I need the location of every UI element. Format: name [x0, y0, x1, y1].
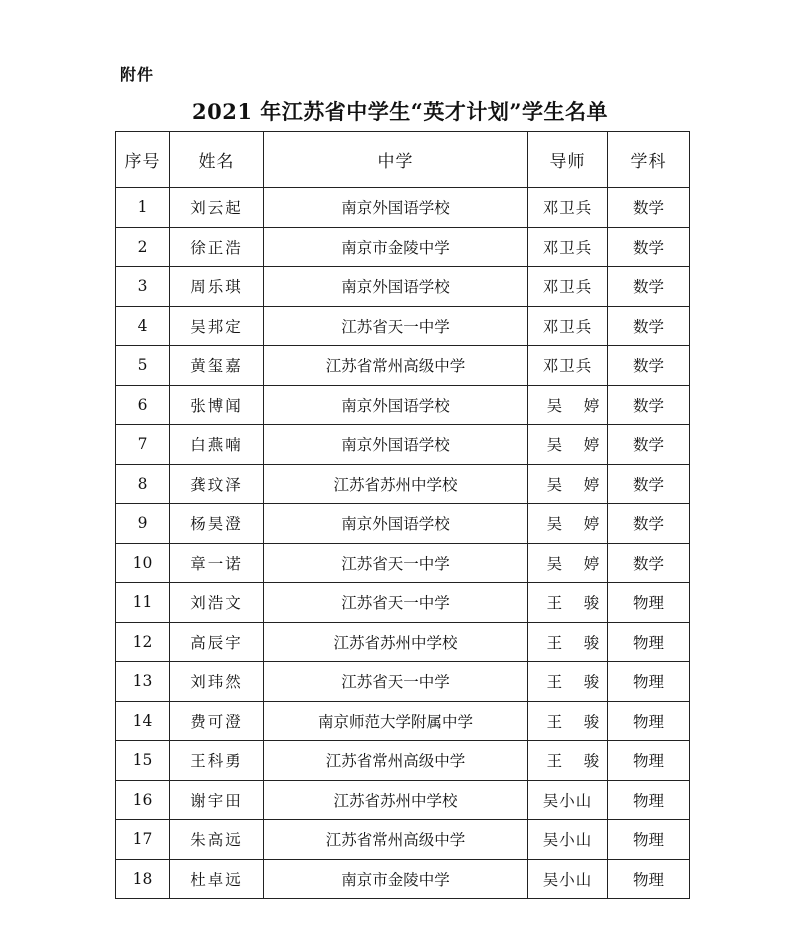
table-row [116, 583, 690, 623]
school-name-cell: 南京外国语学校 [264, 385, 528, 425]
school-name-cell: 江苏省苏州中学校 [264, 464, 528, 504]
subject-cell: 数学 [608, 504, 690, 544]
table-row [116, 741, 690, 781]
subject-cell: 物理 [608, 859, 690, 899]
subject-cell: 物理 [608, 622, 690, 662]
table-row [116, 385, 690, 425]
student-name-cell: 杨昊澄 [170, 504, 264, 544]
subject-cell: 数学 [608, 188, 690, 228]
table-body [116, 188, 690, 899]
school-name-cell: 江苏省常州高级中学 [264, 820, 528, 860]
subject-cell: 数学 [608, 464, 690, 504]
student-table [115, 131, 690, 899]
tutor-name-cell: 邓卫兵 [528, 188, 608, 228]
school-name-cell: 南京市金陵中学 [264, 859, 528, 899]
column-header-index: 序号 [116, 132, 170, 188]
row-index-cell: 6 [116, 385, 170, 425]
student-name-cell: 高辰宇 [170, 622, 264, 662]
tutor-name-cell: 吴小山 [528, 820, 608, 860]
column-header-name: 姓名 [170, 132, 264, 188]
subject-cell: 数学 [608, 227, 690, 267]
student-name-cell: 王科勇 [170, 741, 264, 781]
row-index-cell: 13 [116, 662, 170, 702]
column-header-school: 中学 [264, 132, 528, 188]
school-name-cell: 南京外国语学校 [264, 188, 528, 228]
tutor-name-cell: 邓卫兵 [528, 306, 608, 346]
table-row [116, 227, 690, 267]
subject-cell: 物理 [608, 741, 690, 781]
subject-cell: 物理 [608, 662, 690, 702]
tutor-name-cell: 邓卫兵 [528, 346, 608, 386]
page-title: 2021 年江苏省中学生“英才计划”学生名单 [192, 99, 608, 124]
student-name-cell: 章一诺 [170, 543, 264, 583]
school-name-cell: 江苏省苏州中学校 [264, 780, 528, 820]
subject-cell: 数学 [608, 267, 690, 307]
table-row [116, 701, 690, 741]
student-name-cell: 刘云起 [170, 188, 264, 228]
subject-cell: 物理 [608, 701, 690, 741]
school-name-cell: 江苏省天一中学 [264, 543, 528, 583]
subject-cell: 数学 [608, 543, 690, 583]
student-name-cell: 朱高远 [170, 820, 264, 860]
student-name-cell: 刘浩文 [170, 583, 264, 623]
row-index-cell: 17 [116, 820, 170, 860]
table-row [116, 425, 690, 465]
tutor-name-cell: 吴婷 [528, 464, 608, 504]
row-index-cell: 14 [116, 701, 170, 741]
student-name-cell: 吴邦定 [170, 306, 264, 346]
tutor-name-cell: 邓卫兵 [528, 227, 608, 267]
student-name-cell: 周乐琪 [170, 267, 264, 307]
subject-cell: 数学 [608, 385, 690, 425]
school-name-cell: 南京外国语学校 [264, 267, 528, 307]
row-index-cell: 11 [116, 583, 170, 623]
subject-cell: 物理 [608, 820, 690, 860]
column-header-subject: 学科 [608, 132, 690, 188]
table-row [116, 820, 690, 860]
table-row [116, 267, 690, 307]
school-name-cell: 南京市金陵中学 [264, 227, 528, 267]
tutor-name-cell: 吴婷 [528, 504, 608, 544]
row-index-cell: 18 [116, 859, 170, 899]
school-name-cell: 江苏省天一中学 [264, 662, 528, 702]
student-name-cell: 张博闻 [170, 385, 264, 425]
table-row [116, 504, 690, 544]
tutor-name-cell: 王骏 [528, 662, 608, 702]
student-name-cell: 黄玺嘉 [170, 346, 264, 386]
school-name-cell: 南京外国语学校 [264, 425, 528, 465]
row-index-cell: 5 [116, 346, 170, 386]
student-name-cell: 刘玮然 [170, 662, 264, 702]
school-name-cell: 江苏省常州高级中学 [264, 346, 528, 386]
student-name-cell: 龚玟泽 [170, 464, 264, 504]
subject-cell: 数学 [608, 425, 690, 465]
school-name-cell: 南京外国语学校 [264, 504, 528, 544]
student-name-cell: 白燕喃 [170, 425, 264, 465]
table-row [116, 622, 690, 662]
tutor-name-cell: 王骏 [528, 741, 608, 781]
table-header-row [116, 132, 690, 188]
row-index-cell: 9 [116, 504, 170, 544]
column-header-tutor: 导师 [528, 132, 608, 188]
tutor-name-cell: 王骏 [528, 622, 608, 662]
school-name-cell: 江苏省苏州中学校 [264, 622, 528, 662]
row-index-cell: 3 [116, 267, 170, 307]
row-index-cell: 4 [116, 306, 170, 346]
subject-cell: 物理 [608, 583, 690, 623]
table-row [116, 346, 690, 386]
row-index-cell: 12 [116, 622, 170, 662]
tutor-name-cell: 吴婷 [528, 425, 608, 465]
attachment-label: 附件 [120, 65, 155, 84]
table-row [116, 306, 690, 346]
subject-cell: 物理 [608, 780, 690, 820]
tutor-name-cell: 邓卫兵 [528, 267, 608, 307]
student-name-cell: 费可澄 [170, 701, 264, 741]
table-row [116, 543, 690, 583]
tutor-name-cell: 吴小山 [528, 859, 608, 899]
school-name-cell: 江苏省天一中学 [264, 583, 528, 623]
table-row [116, 464, 690, 504]
table-row [116, 188, 690, 228]
student-name-cell: 谢宇田 [170, 780, 264, 820]
table-row [116, 662, 690, 702]
student-name-cell: 徐正浩 [170, 227, 264, 267]
table-row [116, 780, 690, 820]
student-name-cell: 杜卓远 [170, 859, 264, 899]
tutor-name-cell: 王骏 [528, 583, 608, 623]
school-name-cell: 江苏省天一中学 [264, 306, 528, 346]
row-index-cell: 1 [116, 188, 170, 228]
school-name-cell: 南京师范大学附属中学 [264, 701, 528, 741]
tutor-name-cell: 吴婷 [528, 543, 608, 583]
school-name-cell: 江苏省常州高级中学 [264, 741, 528, 781]
row-index-cell: 15 [116, 741, 170, 781]
subject-cell: 数学 [608, 346, 690, 386]
tutor-name-cell: 吴婷 [528, 385, 608, 425]
tutor-name-cell: 吴小山 [528, 780, 608, 820]
row-index-cell: 10 [116, 543, 170, 583]
row-index-cell: 7 [116, 425, 170, 465]
row-index-cell: 2 [116, 227, 170, 267]
subject-cell: 数学 [608, 306, 690, 346]
row-index-cell: 8 [116, 464, 170, 504]
row-index-cell: 16 [116, 780, 170, 820]
table-row [116, 859, 690, 899]
tutor-name-cell: 王骏 [528, 701, 608, 741]
